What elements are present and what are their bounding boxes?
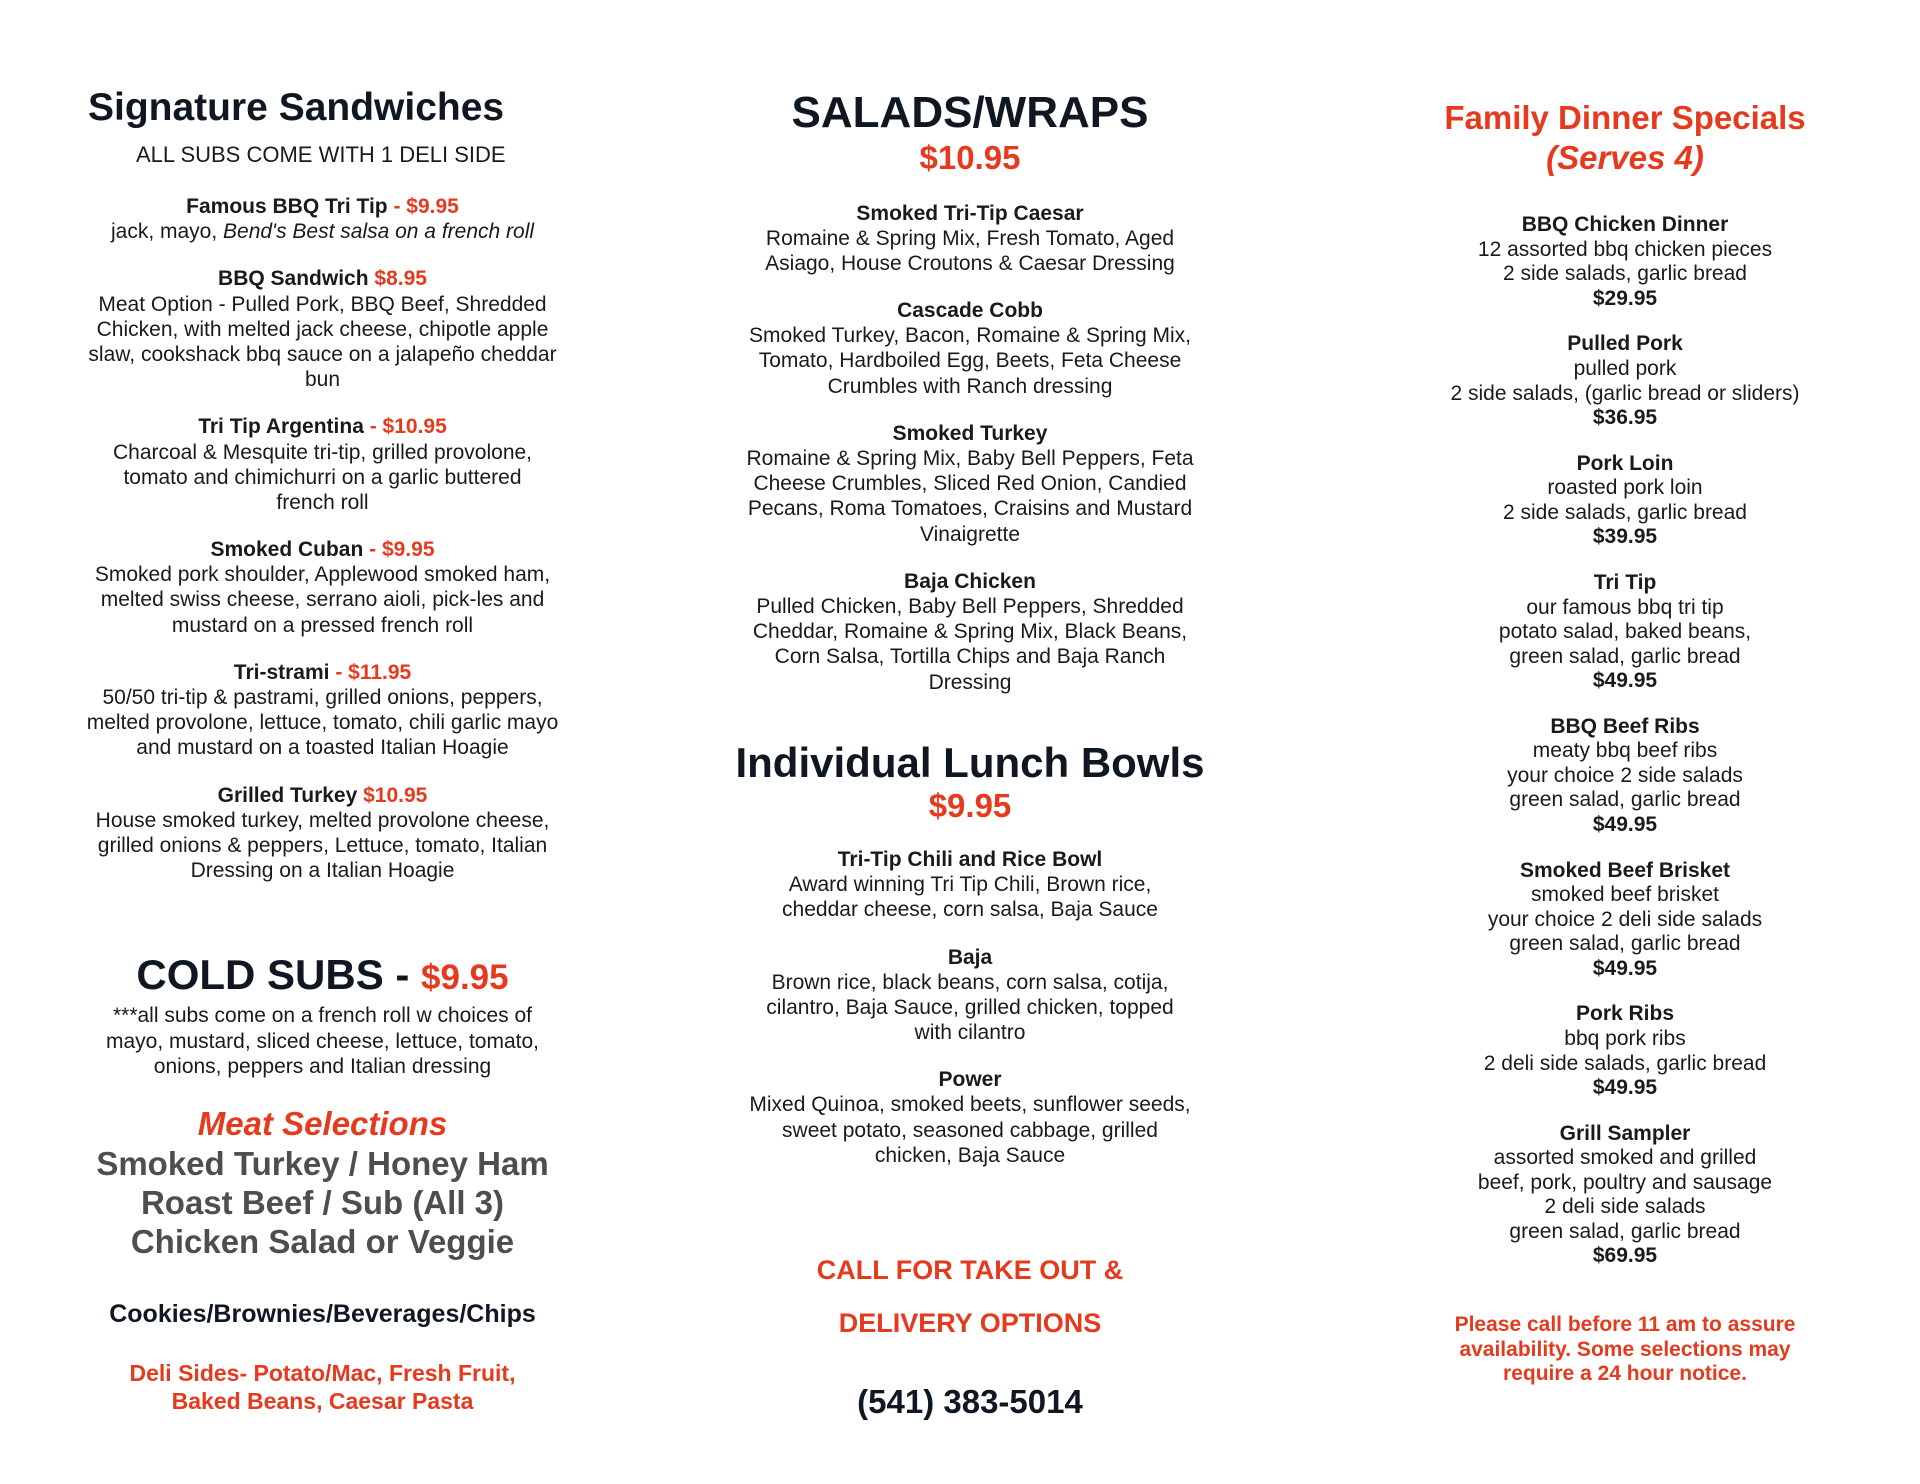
item-desc: Smoked Turkey, Bacon, Romaine & Spring Mix, Tomato, Hardboiled Egg, Beets, Feta Cheese Crumbles with Ranch dressing — [749, 324, 1191, 398]
sandwiches-title: Signature Sandwiches — [88, 86, 505, 129]
cold-subs-price: $9.95 — [421, 958, 509, 998]
item-desc: Romaine & Spring Mix, Baby Bell Peppers, Feta Cheese Crumbles, Sliced Red Onion, Candied Pecans, Roma Tomatoes, Craisins and Mustard Vinaigrette — [746, 447, 1194, 546]
cold-subs-desc: ***all subs come on a french roll w choices of mayo, mustard, sliced cheese, lettuce, tomato, onions, peppers and Italian dressing — [105, 1004, 540, 1078]
meat-selections-list — [80, 1145, 565, 1262]
item-desc: House smoked turkey, melted provolone cheese, grilled onions & peppers, Lettuce, tomato, Italian Dressing on a Italian Hoagie — [95, 808, 550, 883]
menu-item — [725, 945, 1215, 1046]
deli-sides-line: Deli Sides- Potato/Mac, Fresh Fruit, — [129, 1359, 516, 1386]
item-price: - $10.95 — [363, 415, 447, 439]
item-desc: Brown rice, black beans, corn salsa, cotija, cilantro, Baja Sauce, grilled chicken, topped with cilantro — [766, 970, 1174, 1045]
item-line: smoked beef brisket — [1531, 883, 1719, 907]
meat-option: Roast Beef / Sub (All 3) — [140, 1183, 505, 1221]
item-desc: jack, mayo, — [110, 220, 224, 244]
menu-item — [80, 266, 565, 392]
item-line: 2 deli side salads — [1544, 1195, 1706, 1219]
salads-column — [725, 0, 1215, 1421]
item-name: Power — [938, 1068, 1002, 1092]
sandwiches-column — [80, 0, 565, 1415]
item-line: meaty bbq beef ribs — [1532, 739, 1718, 763]
item-line: 2 side salads, (garlic bread or sliders) — [1450, 381, 1800, 405]
menu-item — [725, 569, 1215, 695]
item-desc-italic: Bend's Best salsa on a french roll — [223, 220, 535, 244]
item-line: green salad, garlic bread — [1509, 932, 1741, 956]
family-title: Family Dinner Specials — [1444, 99, 1806, 136]
cold-subs-label: COLD SUBS - — [136, 951, 422, 999]
item-line: your choice 2 deli side salads — [1487, 907, 1763, 931]
item-desc: Charcoal & Mesquite tri-tip, grilled provolone, tomato and chimichurri on a garlic buttered french roll — [112, 440, 533, 514]
menu-item — [80, 660, 565, 761]
family-item — [1380, 452, 1870, 550]
item-line: beef, pork, poultry and sausage — [1477, 1170, 1773, 1194]
subs-side-note: ALL SUBS COME WITH 1 DELI SIDE — [136, 142, 506, 167]
item-name: Pulled Pork — [1567, 332, 1683, 356]
item-desc: Romaine & Spring Mix, Fresh Tomato, Aged Asiago, House Croutons & Caesar Dressing — [765, 226, 1175, 275]
item-price: $49.95 — [1592, 1076, 1658, 1100]
item-name: Baja Chicken — [904, 569, 1036, 593]
item-name: Grill Sampler — [1559, 1121, 1691, 1145]
item-line: 2 side salads, garlic bread — [1503, 500, 1747, 524]
item-line: pulled pork — [1573, 357, 1677, 380]
item-price: $29.95 — [1592, 286, 1658, 310]
family-item — [1380, 859, 1870, 982]
family-item — [1380, 332, 1870, 430]
item-price: $36.95 — [1592, 406, 1658, 430]
family-item — [1380, 571, 1870, 694]
menu-item — [80, 783, 565, 884]
bowls-title: Individual Lunch Bowls — [735, 738, 1205, 786]
item-desc: Pulled Chicken, Baby Bell Peppers, Shredded Cheddar, Romaine & Spring Mix, Black Beans, Corn Salsa, Tortilla Chips and Baja Ranch Dressing — [752, 594, 1188, 694]
item-desc: Meat Option - Pulled Pork, BBQ Beef, Shredded Chicken, with melted jack cheese, chipotle apple slaw, cookshack bbq sauce on a jalapeño cheddar bun — [88, 292, 557, 392]
item-line: potato salad, baked beans, — [1498, 620, 1752, 644]
item-line: green salad, garlic bread — [1509, 788, 1741, 812]
item-line: roasted pork loin — [1547, 476, 1703, 500]
call-line: DELIVERY OPTIONS — [838, 1307, 1102, 1338]
item-price: $69.95 — [1592, 1244, 1658, 1268]
item-line: green salad, garlic bread — [1509, 1219, 1741, 1243]
item-line: assorted smoked and grilled — [1493, 1146, 1757, 1170]
item-price: $49.95 — [1592, 813, 1658, 836]
menu-item — [80, 537, 565, 638]
item-name: Tri Tip — [1593, 570, 1657, 594]
salads-title: SALADS/WRAPS — [791, 88, 1149, 137]
item-name: Famous BBQ Tri Tip — [186, 195, 388, 218]
menu-item — [725, 1067, 1215, 1168]
family-subtitle: (Serves 4) — [1546, 138, 1704, 176]
family-item — [1380, 1002, 1870, 1100]
meat-option: Smoked Turkey / Honey Ham — [96, 1144, 549, 1182]
item-name: Smoked Beef Brisket — [1519, 858, 1731, 882]
item-line: 2 deli side salads, garlic bread — [1483, 1051, 1767, 1075]
item-desc: Award winning Tri Tip Chili, Brown rice, cheddar cheese, corn salsa, Baja Sauce — [782, 873, 1158, 922]
item-name: Pork Ribs — [1575, 1002, 1675, 1026]
item-name: Baja — [947, 945, 993, 969]
menu-item — [80, 194, 565, 244]
item-line: your choice 2 side salads — [1507, 763, 1743, 787]
extras-line: Cookies/Brownies/Beverages/Chips — [109, 1299, 536, 1328]
menu-item — [725, 201, 1215, 277]
notice-line: availability. Some selections may — [1459, 1337, 1791, 1361]
item-line: green salad, garlic bread — [1509, 644, 1741, 668]
item-price: $39.95 — [1592, 525, 1658, 549]
availability-notice — [1380, 1313, 1870, 1387]
menu-item — [725, 847, 1215, 923]
item-desc: Mixed Quinoa, smoked beets, sunflower seeds, sweet potato, seasoned cabbage, grilled chicken, Baja Sauce — [749, 1093, 1191, 1167]
salads-price: $10.95 — [919, 138, 1021, 176]
item-name: Tri Tip Argentina — [198, 415, 364, 439]
bowls-price: $9.95 — [928, 787, 1012, 825]
item-name: Tri-strami — [233, 660, 330, 684]
item-name: Pork Loin — [1576, 451, 1674, 475]
cold-subs-title — [80, 951, 565, 999]
item-price: $8.95 — [368, 267, 427, 291]
menu-item — [725, 298, 1215, 399]
item-desc: 50/50 tri-tip & pastrami, grilled onions, peppers, melted provolone, lettuce, tomato, chili garlic mayo and mustard on a toasted Italian Hoagie — [86, 686, 559, 760]
item-name: BBQ Chicken Dinner — [1521, 213, 1729, 237]
meat-selections-title: Meat Selections — [197, 1104, 448, 1142]
item-name: Smoked Turkey — [892, 421, 1048, 445]
family-item — [1380, 213, 1870, 311]
item-name: Grilled Turkey — [217, 783, 358, 807]
item-line: 2 side salads, garlic bread — [1503, 262, 1747, 286]
item-line: bbq pork ribs — [1564, 1026, 1686, 1050]
meat-option: Chicken Salad or Veggie — [130, 1222, 515, 1260]
item-name: BBQ Beef Ribs — [1550, 714, 1700, 738]
item-price: - $9.95 — [363, 538, 435, 562]
menu-item — [725, 421, 1215, 547]
deli-sides-line: Baked Beans, Caesar Pasta — [171, 1387, 474, 1414]
notice-line: Please call before 11 am to assure — [1454, 1313, 1796, 1336]
phone-number: (541) 383-5014 — [857, 1383, 1083, 1421]
item-price: $49.95 — [1592, 956, 1658, 980]
item-line: our famous bbq tri tip — [1526, 595, 1724, 619]
item-name: BBQ Sandwich — [218, 267, 369, 291]
item-name: Smoked Tri-Tip Caesar — [856, 201, 1084, 225]
family-item — [1380, 1122, 1870, 1269]
item-price: - $11.95 — [329, 660, 412, 684]
call-line: CALL FOR TAKE OUT & — [816, 1255, 1124, 1286]
notice-line: require a 24 hour notice. — [1503, 1362, 1747, 1386]
item-price: $49.95 — [1592, 669, 1658, 693]
item-name: Tri-Tip Chili and Rice Bowl — [837, 847, 1103, 871]
item-price: - $9.95 — [387, 195, 459, 218]
family-item — [1380, 715, 1870, 838]
menu-item — [80, 414, 565, 515]
item-desc: Smoked pork shoulder, Applewood smoked ham, melted swiss cheese, serrano aioli, pick-les and mustard on a pressed french roll — [94, 563, 551, 637]
family-column — [1380, 0, 1870, 1387]
item-line: 12 assorted bbq chicken pieces — [1477, 237, 1773, 261]
call-notice — [725, 1244, 1215, 1349]
deli-sides — [80, 1359, 565, 1415]
item-name: Smoked Cuban — [210, 538, 364, 562]
item-name: Cascade Cobb — [897, 299, 1043, 323]
item-price: $10.95 — [357, 783, 428, 807]
